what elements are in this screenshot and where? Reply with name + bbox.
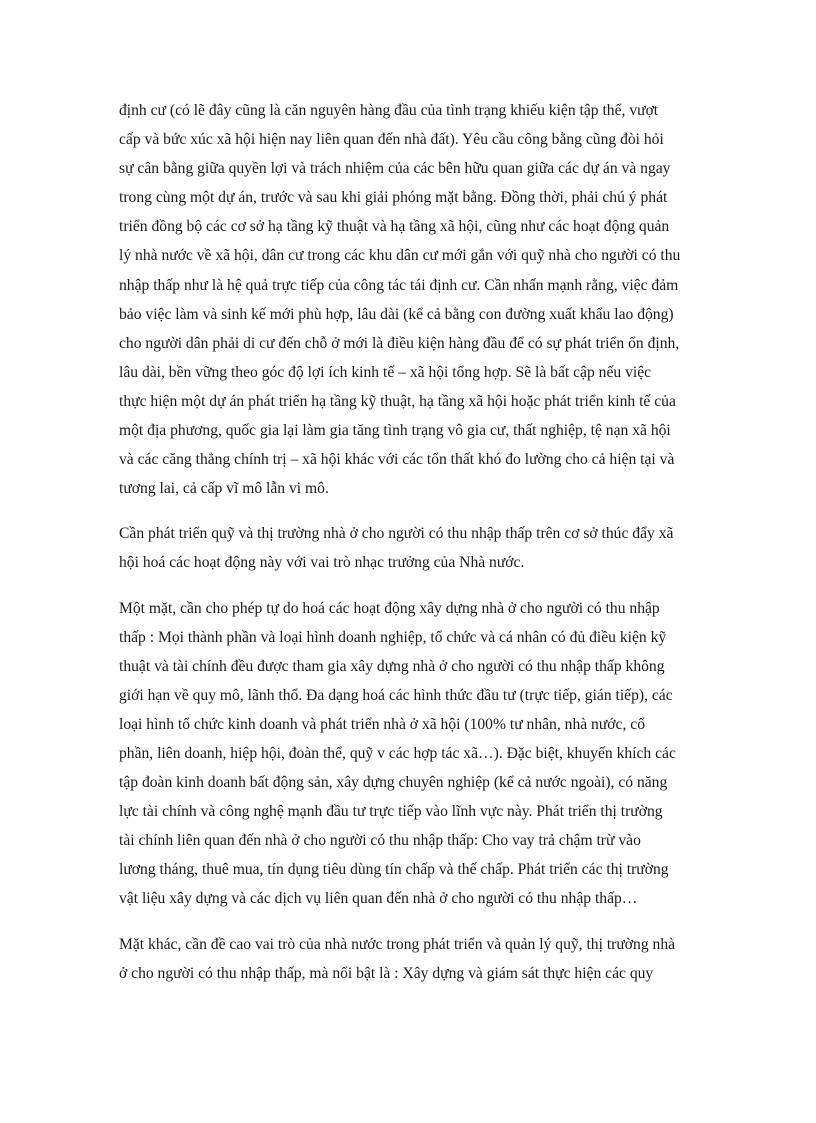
text-line: triển đồng bộ các cơ sở hạ tầng kỹ thuật và hạ tầng xã hội, cũng như các hoạt động quản [119,218,670,236]
document-body [119,96,697,1004]
paragraph-resettlement [119,96,697,503]
text-line: lý nhà nước về xã hội, dân cư trong các khu dân cư mới gắn với quỹ nhà cho người có thu [119,247,681,265]
text-line: thực hiện một dự án phát triển hạ tầng kỹ thuật, hạ tầng xã hội hoặc phát triển kinh tế của [119,392,676,410]
text-line: lâu dài, bền vững theo góc độ lợi ích kinh tế – xã hội tổng hợp. Sẽ là bất cập nếu việc [119,363,652,381]
text-line: tập đoàn kinh doanh bất động sản, xây dựng chuyên nghiệp (kể cả nước ngoài), có năng [119,774,668,792]
text-line: thuật và tài chính đều được tham gia xây dựng nhà ở cho người có thu nhập thấp không [119,657,665,675]
text-line: sự cân bằng giữa quyền lợi và trách nhiệm của các bên hữu quan giữa các dự án và ngay [119,160,671,178]
paragraph-liberalization [119,594,697,914]
text-line: lực tài chính và công nghệ mạnh đầu tư trực tiếp vào lĩnh vực này. Phát triển thị trường [119,803,663,821]
paragraph-housing-fund [119,519,697,577]
text-line: bảo việc làm và sinh kế mới phù hợp, lâu dài (kể cả bằng con đường xuất khẩu lao động) [119,305,674,323]
text-line: nhập thấp như là hệ quả trực tiếp của công tác tái định cư. Cần nhấn mạnh rằng, việc đảm [119,276,679,294]
text-line: trong cùng một dự án, trước và sau khi giải phóng mặt bằng. Đồng thời, phải chú ý phát [119,189,668,207]
text-line: vật liệu xây dựng và các dịch vụ liên quan đến nhà ở cho người có thu nhập thấp… [119,890,638,908]
text-line: Một mặt, cần cho phép tự do hoá các hoạt động xây dựng nhà ở cho người có thu nhập [119,599,660,617]
text-line: cấp và bức xúc xã hội hiện nay liên quan đến nhà đất). Yêu cầu công bằng cũng đòi hỏi [119,131,664,149]
text-line: hội hoá các hoạt động này với vai trò nhạc trưởng của Nhà nước. [119,554,525,572]
text-line: ở cho người có thu nhập thấp, mà nổi bật là : Xây dựng và giám sát thực hiện các quy [119,964,654,982]
text-line: định cư (có lẽ đây cũng là căn nguyên hàng đầu của tình trạng khiếu kiện tập thể, vượt [119,102,659,119]
text-line: tương lai, cả cấp vĩ mô lẫn vi mô. [119,480,329,498]
text-line: và các căng thẳng chính trị – xã hội khác với các tổn thất khó đo lường cho cả hiện tại và [119,451,675,469]
text-line: một địa phương, quốc gia lại làm gia tăng tình trạng vô gia cư, thất nghiệp, tệ nạn xã hội [119,422,671,440]
text-line: tài chính liên quan đến nhà ở cho người có thu nhập thấp: Cho vay trả chậm trừ vào [119,832,641,850]
text-line: cho người dân phải di cư đến chỗ ở mới là điều kiện hàng đầu để có sự phát triển ổn định, [119,334,680,352]
paragraph-state-role [119,930,697,988]
text-line: lương tháng, thuê mua, tín dụng tiêu dùng tín chấp và thế chấp. Phát triển các thị trường [119,861,669,879]
text-line: phần, liên doanh, hiệp hội, đoàn thể, quỹ v các hợp tác xã…). Đặc biệt, khuyến khích các [119,744,676,762]
text-line: giới hạn về quy mô, lãnh thổ. Đa dạng hoá các hình thức đầu tư (trực tiếp, gián tiếp), các [119,686,673,704]
text-line: thấp : Mọi thành phần và loại hình doanh nghiệp, tổ chức và cá nhân có đủ điều kiện kỹ [119,628,667,646]
text-line: loại hình tổ chức kinh doanh và phát triển nhà ở xã hội (100% tư nhân, nhà nước, cổ [119,715,645,733]
text-line: Mặt khác, cần đề cao vai trò của nhà nước trong phát triển và quản lý quỹ, thị trường nhà [119,935,676,953]
text-line: Cần phát triển quỹ và thị trường nhà ở cho người có thu nhập thấp trên cơ sở thúc đẩy xã [119,525,674,543]
